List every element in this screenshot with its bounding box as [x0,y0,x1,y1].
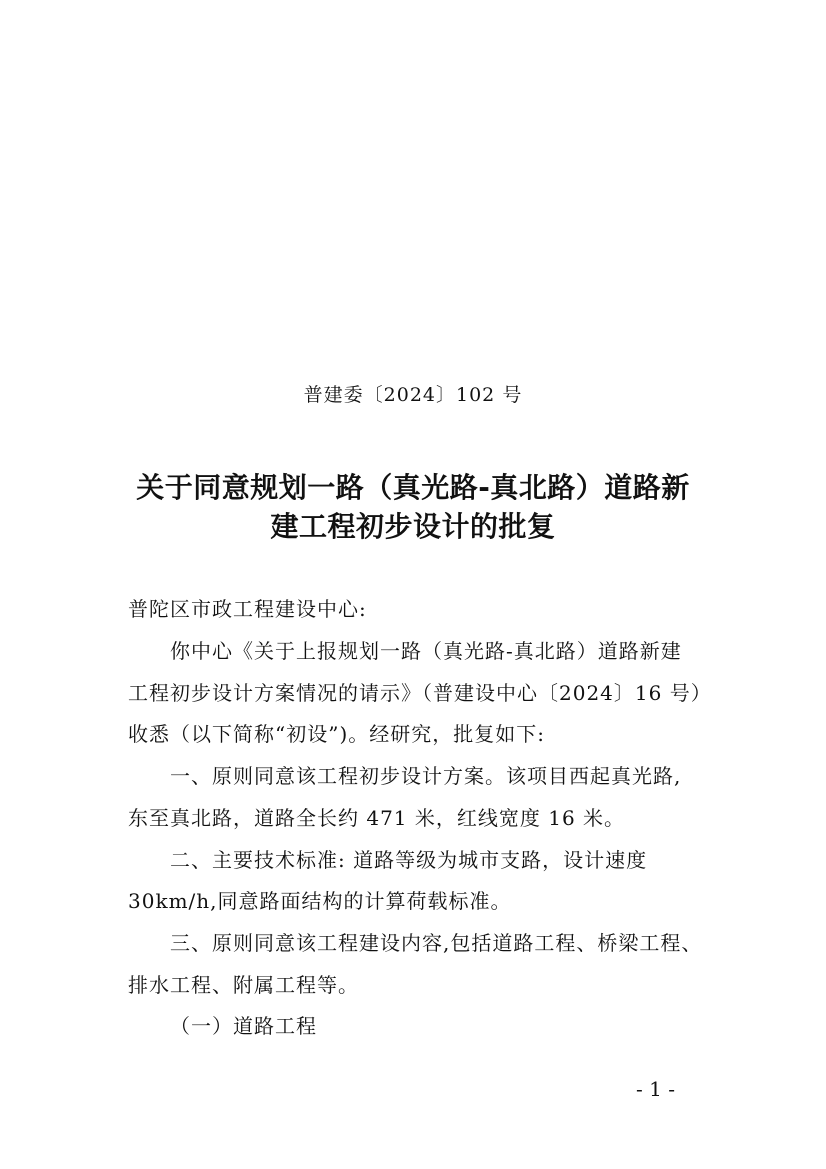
title-line-2: 建工程初步设计的批复 [270,510,556,543]
paragraph-3-line-2: 30km/h,同意路面结构的计算荷载标准。 [128,889,512,913]
paragraph-2-line-2: 东至真北路，道路全长约 471 米，红线宽度 16 米。 [128,806,626,830]
paragraph-4-line-2: 排水工程、附属工程等。 [128,973,359,997]
document-number: 普建委〔2024〕102 号 [303,384,523,406]
paragraph-4-line-1: 三、原则同意该工程建设内容,包括道路工程、桥梁工程、 [170,931,703,955]
paragraph-3-line-1: 二、主要技术标准: 道路等级为城市支路，设计速度 [170,848,648,872]
page-number: - 1 - [636,1077,675,1101]
paragraph-1-line-2: 工程初步设计方案情况的请示》（普建设中心〔2024〕16 号） [128,681,712,705]
paragraph-2-line-1: 一、原则同意该工程初步设计方案。该项目西起真光路, [170,764,682,788]
paragraph-1-line-1: 你中心《关于上报规划一路（真光路-真北路）道路新建 [170,639,682,663]
addressee: 普陀区市政工程建设中心: [128,597,367,621]
document-title [110,468,716,546]
title-line-1: 关于同意规划一路（真光路-真北路）道路新 [136,471,690,504]
paragraph-1-line-3: 收悉（以下简称“初设”)。经研究，批复如下: [128,722,545,746]
section-heading-road-works: （一）道路工程 [170,1014,317,1038]
